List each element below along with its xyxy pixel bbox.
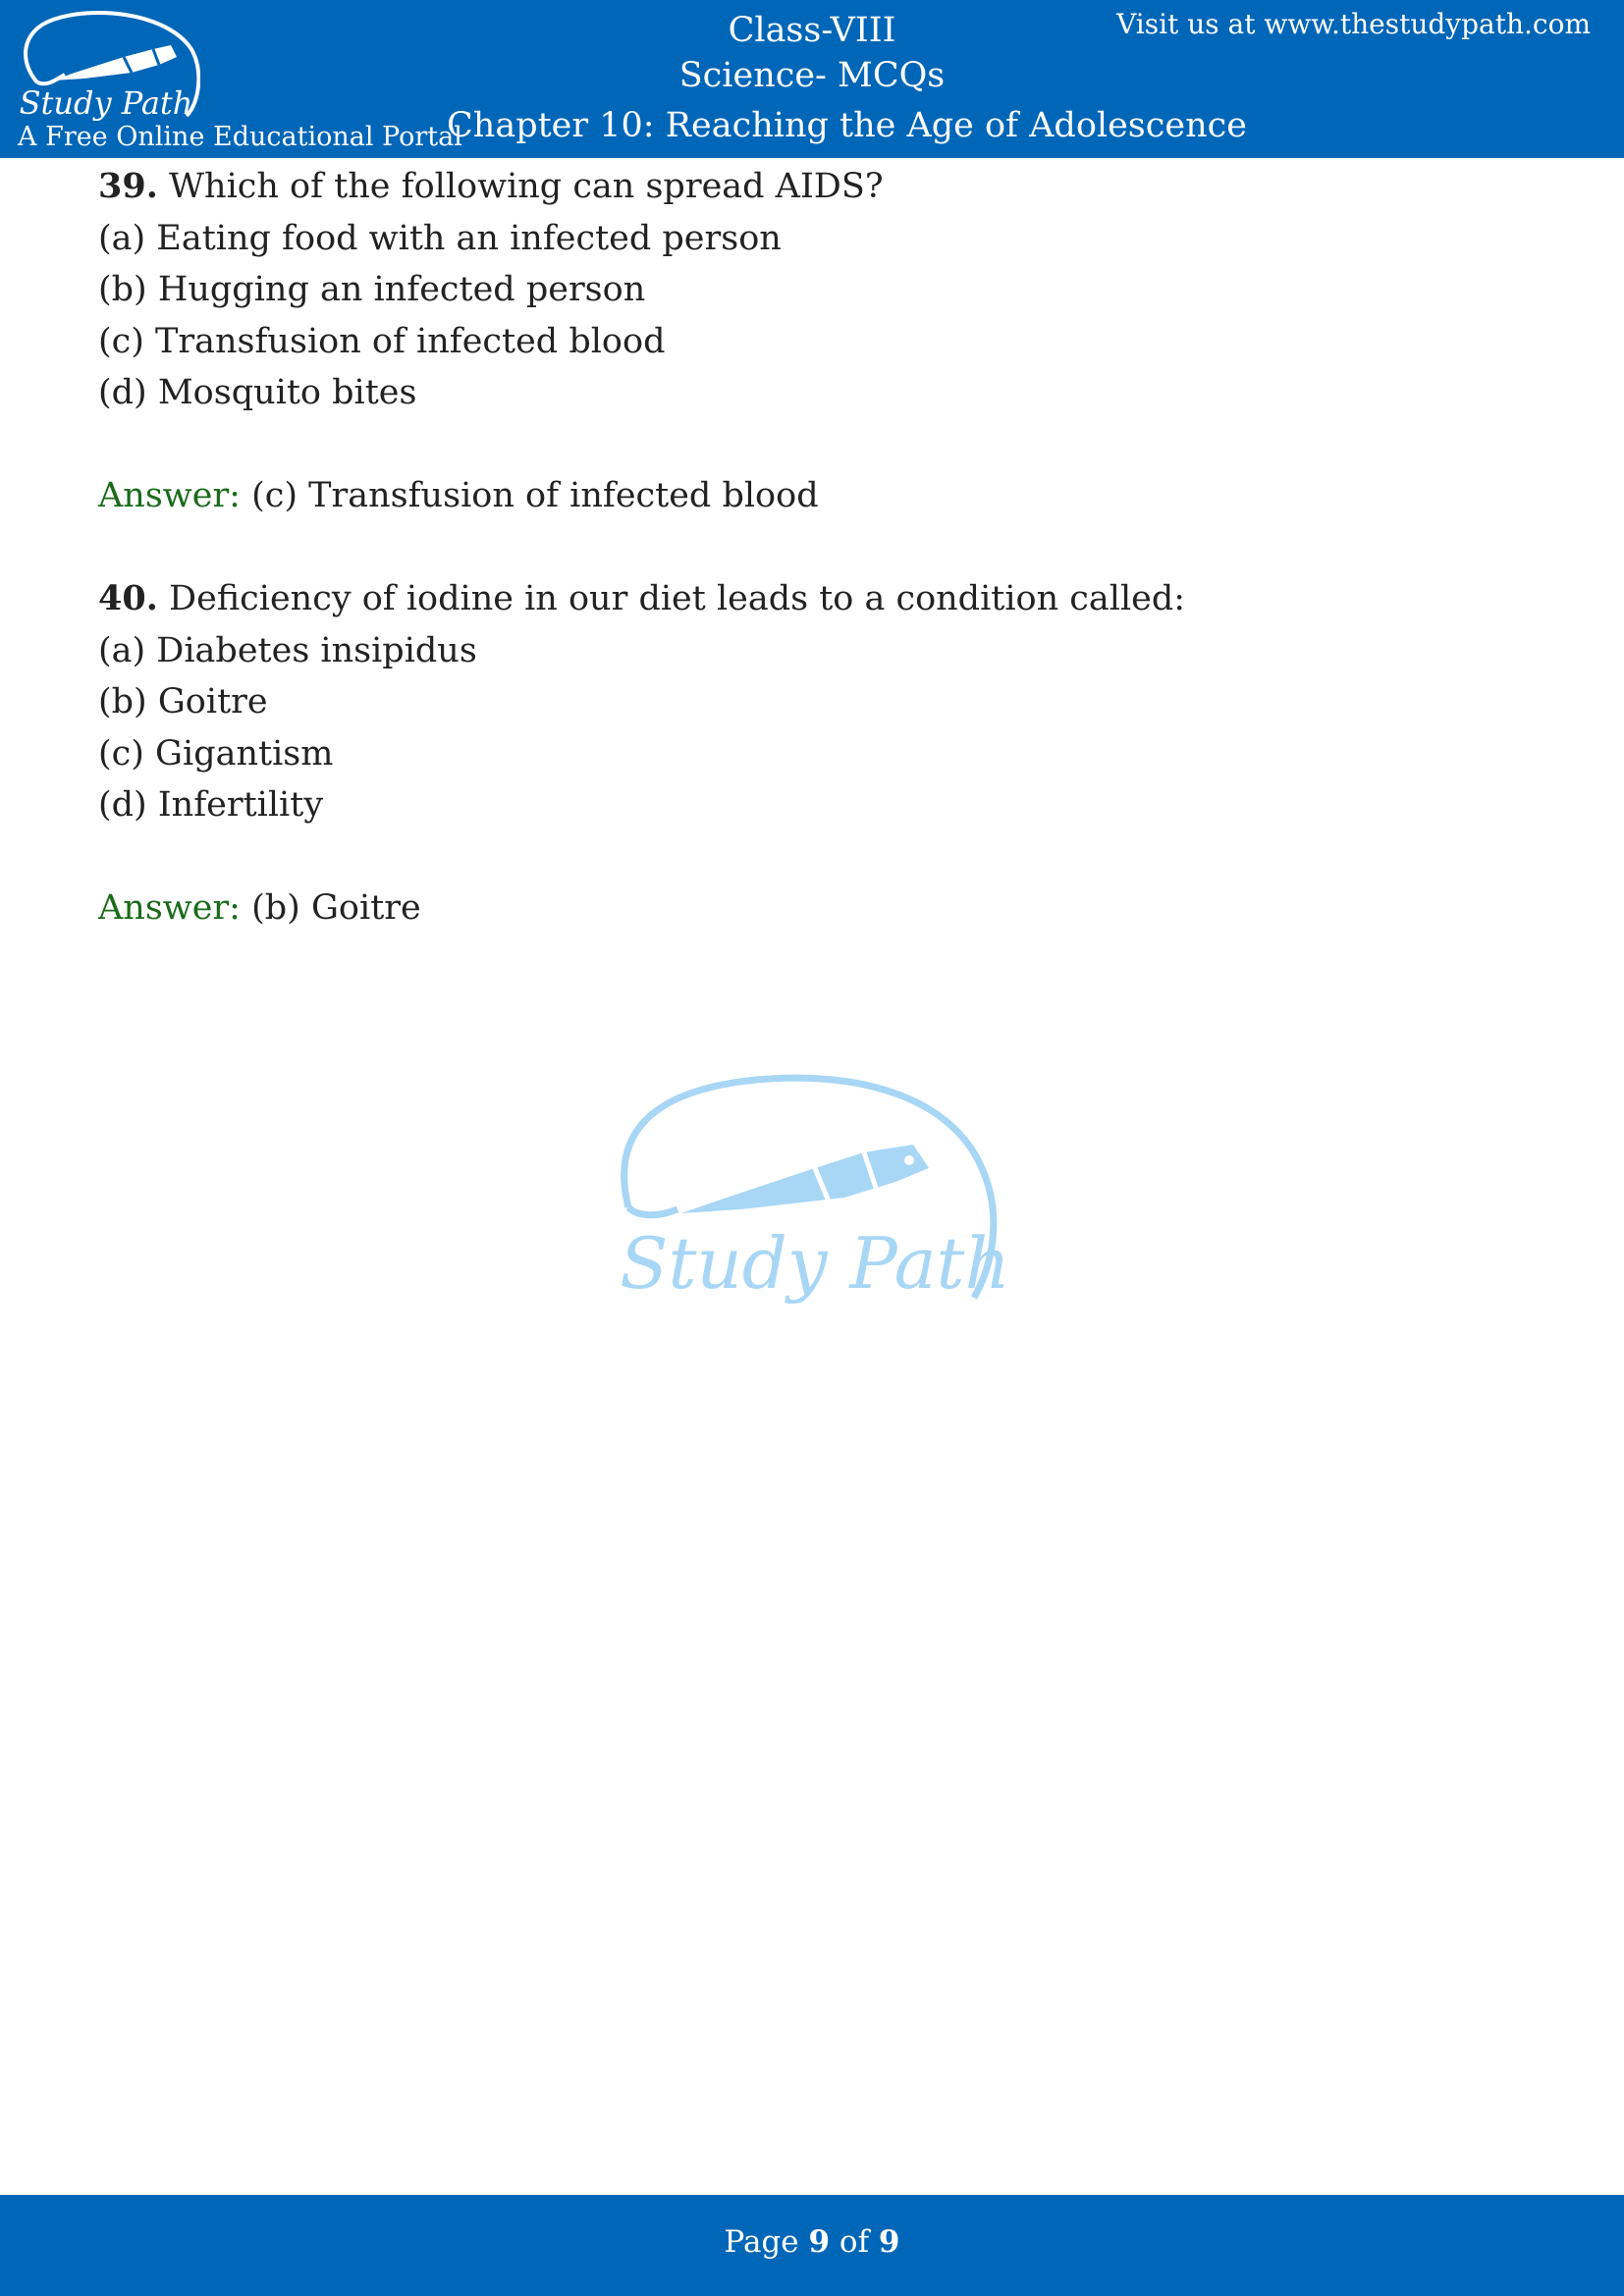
- of-word: of: [839, 2224, 870, 2260]
- answer-text: (c) Transfusion of infected blood: [251, 476, 819, 515]
- question-number: 39.: [98, 166, 158, 206]
- option-d: (d) Infertility: [98, 785, 324, 825]
- option-c: (c) Gigantism: [98, 733, 334, 774]
- header-titles: [447, 8, 1247, 148]
- answer-text: (b) Goitre: [251, 888, 421, 928]
- website-link[interactable]: Visit us at www.thestudypath.com: [1116, 8, 1591, 40]
- page-word: Page: [724, 2224, 799, 2260]
- question-number: 40.: [98, 578, 158, 618]
- option-d: (d) Mosquito bites: [98, 373, 417, 412]
- question-text: Which of the following can spread AIDS?: [169, 167, 884, 206]
- portal-tagline: A Free Online Educational Portal: [18, 122, 462, 152]
- option-b: (b) Goitre: [98, 682, 268, 721]
- pen-nib-icon: [681, 1145, 929, 1213]
- logo-text: Study Path: [19, 84, 193, 122]
- option-c: (c) Transfusion of infected blood: [98, 321, 666, 361]
- pen-icon: [53, 45, 177, 80]
- studypath-watermark: [619, 1070, 1011, 1315]
- studypath-logo: [14, 8, 200, 128]
- subject-title: Science- MCQs: [678, 56, 946, 95]
- option-b: (b) Hugging an infected person: [98, 270, 646, 309]
- answer-39: [98, 470, 1532, 522]
- question-text: Deficiency of iodine in our diet leads to a condition called:: [169, 579, 1186, 618]
- mcq-content: [98, 161, 1532, 934]
- page-footer: [0, 2195, 1624, 2296]
- watermark-text: Study Path: [620, 1222, 1010, 1305]
- question-40: [98, 573, 1532, 625]
- answer-label: Answer:: [98, 888, 241, 928]
- page-header: [0, 0, 1624, 158]
- option-a: (a) Eating food with an infected person: [98, 218, 782, 258]
- page-number: 9: [808, 2224, 831, 2260]
- answer-label: Answer:: [98, 476, 241, 515]
- answer-40: [98, 882, 1532, 934]
- class-title: Class-VIII: [728, 11, 896, 50]
- option-a: (a) Diabetes insipidus: [98, 630, 477, 670]
- page-total: 9: [878, 2224, 900, 2260]
- chapter-title: Chapter 10: Reaching the Age of Adolescence: [447, 106, 1247, 145]
- question-39: [98, 161, 1532, 213]
